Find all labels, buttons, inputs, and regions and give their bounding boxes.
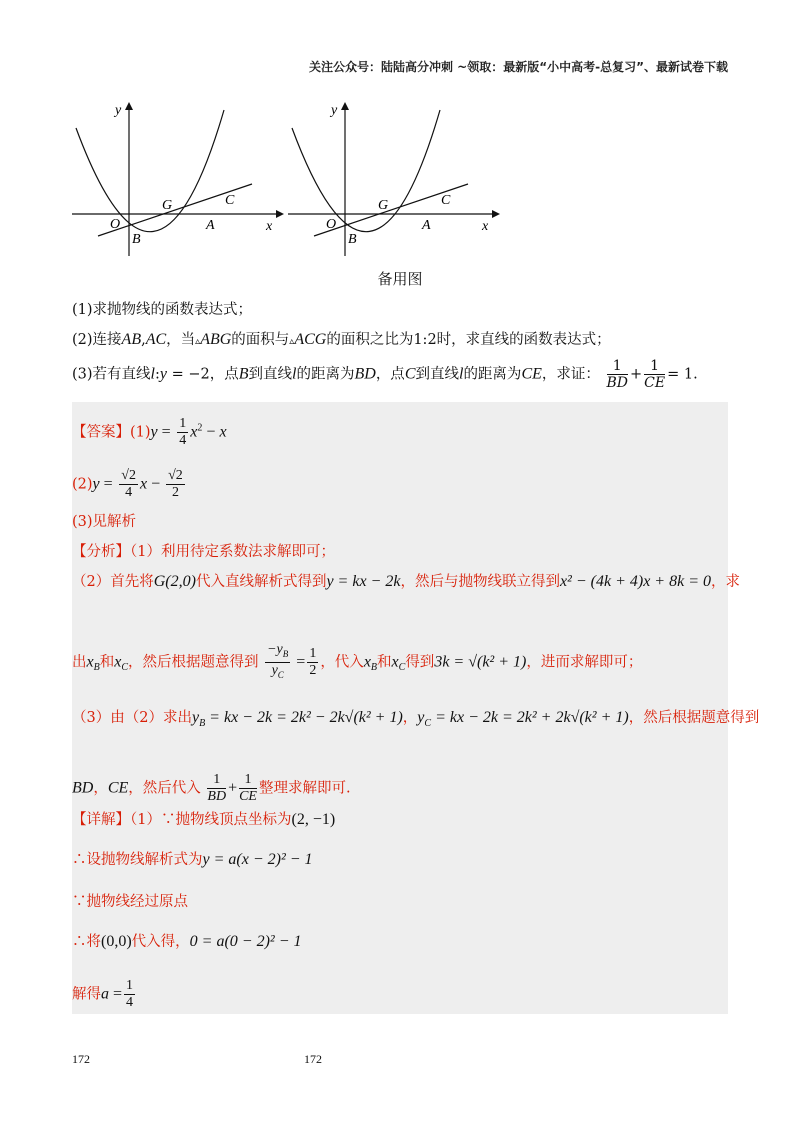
solution-panel [72,402,760,1014]
question-3: (3)若有直线l:y = −2，点B到直线l的距离为BD，点C到直线l的距离为CE，求证： $\frac{1}{BD}$ + $\frac{1}{CE}$ = 1. [72,358,698,391]
fraction-1-ce: $\frac{1}{CE}$ [644,358,666,391]
analysis-line-2: （2）首先将G(2,0)代入直线解析式得到y = kx − 2k，然后与抛物线联立得到x² − (4k + 4)x + 8k = 0，求 [72,573,740,590]
answer-line-1: 【答案】(1)y = $\frac{1}{4}$ $x^2 - x$ [72,416,227,448]
detail-line-3: ∵抛物线经过原点 [72,894,188,910]
fig1-label-a: A [206,218,215,233]
fraction-1-bd: $\frac{1}{BD}$ [606,358,629,391]
fig2-label-c: C [441,193,451,208]
figure-caption: 备用图 [377,270,423,288]
fig1-label-c: C [225,193,235,208]
fig1-label-o: O [110,217,121,232]
analysis-line-5: BD，CE，然后代入 $\frac{1}{BD}$ + $\frac{1}{CE}$ 整理求解即可. [72,772,351,804]
parabola-figure-1 [68,96,288,261]
detail-line-5: 解得a = $\frac{1}{4}$ [72,978,134,1010]
fig2-label-x: x [482,219,489,234]
fig1-label-g: G [162,198,173,213]
fig2-label-b: B [348,232,357,247]
page-header: 关注公众号：陆陆高分冲刺 ~领取：最新版“小中高考-总复习”、最新试卷下载 [309,60,728,74]
page-number-center: 172 [304,1052,322,1066]
fig1-label-y: y [115,103,122,118]
fig2-label-o: O [326,217,337,232]
fig1-label-b: B [132,232,141,247]
page-number-left: 172 [72,1052,90,1066]
fig2-label-a: A [422,218,431,233]
answer-line-2: (2)y = $\frac{√2}{4}$ x − $\frac{√2}{2}$ [72,468,183,500]
question-1: (1)求抛物线的函数表达式； [72,302,253,318]
analysis-line-3: 出$x_B$和$x_C$，然后根据题意得到 $\frac{-y_B}{y_C}$ = $\frac{1}{2}$ ，代入$x_B$和$x_C$得到3k = √(k² + 1)，进而求解即可； [72,642,643,680]
fig2-label-y: y [331,103,338,118]
answer-line-3: (3)见解析 [72,514,137,530]
detail-line-2: ∴设抛物线解析式为y = a(x − 2)² − 1 [72,851,313,868]
analysis-line-4: （3）由（2）求出$y_B$ = kx − 2k = 2k² − 2k√(k² + 1)，$y_C$ = kx − 2k = 2k² + 2k√(k² + 1)，然后根据题意得到 [72,709,760,729]
fig2-label-g: G [378,198,389,213]
parabola-figure-2 [284,96,504,261]
detail-line-1: 【详解】（1）∵抛物线顶点坐标为(2, −1) [72,811,336,828]
fig1-label-x: x [266,219,273,234]
question-2: (2)连接AB,AC，当▵ABG的面积与▵ACG的面积之比为1:2时，求直线的函数表达式； [72,331,611,348]
analysis-line-1: 【分析】（1）利用待定系数法求解即可； [72,544,335,560]
detail-line-4: ∴将(0,0)代入得，0 = a(0 − 2)² − 1 [72,933,302,950]
